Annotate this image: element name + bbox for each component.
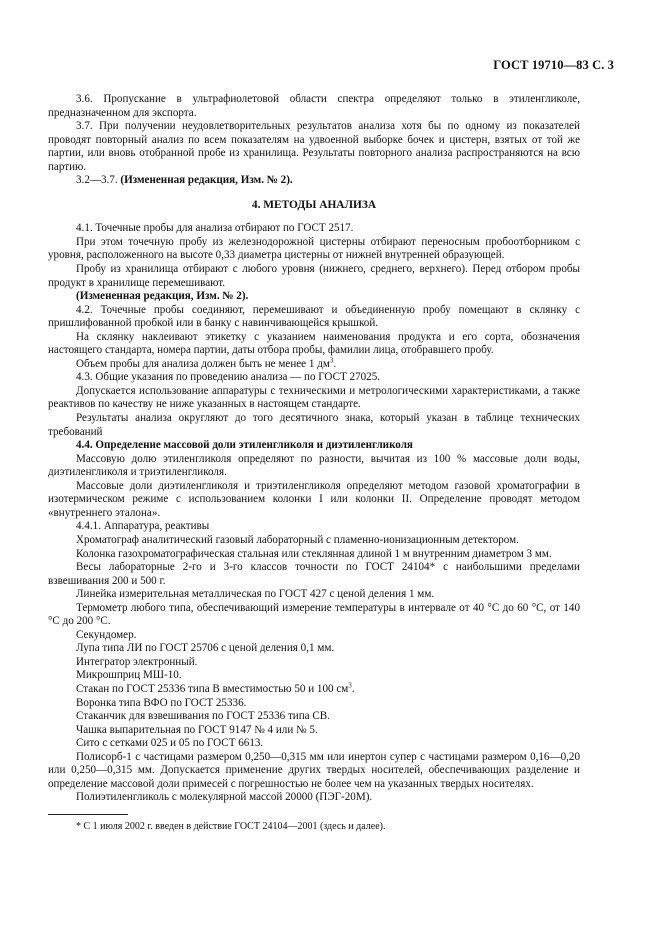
footnote-divider [48, 814, 128, 815]
item-thermometer: Термометр любого типа, обеспечивающий измерение температуры в интервале от 40 °С до 60 °С, от 140 °С до 200 °С. [48, 601, 580, 628]
paragraph-sample-volume [48, 358, 580, 372]
paragraph-rail-tank: При этом точечную пробу из железнодорожной цистерны отбирают переносным пробоотборником с уровня, расположенного на высоте 0,33 диаметра цистерны от нижней внутренней образующей. [48, 235, 580, 262]
paragraph-3-7: 3.7. При получении неудовлетворительных результатов анализа хотя бы по одному из показателей проводят повторный анализ по всем показателям на удвоенной выборке бочек и цистерн, взятых от той же партии, или вновь отобранной пробе из хранилища. Результаты повторного анализа распространяются на всю партию. [48, 120, 580, 173]
item-evaporating-dish: Чашка выпарительная по ГОСТ 9147 № 4 или № 5. [76, 723, 318, 736]
item-chromatograph: Хроматограф аналитический газовый лабораторный с пламенно-ионизационным детектором. [76, 533, 519, 546]
paragraph-gc-method: Массовые доли диэтиленгликоля и триэтиленгликоля определяют методом газовой хроматографии в изотермическом режиме с использованием колонки I или колонки II. Определение проводят методом «внутреннего эталона». [48, 479, 580, 519]
paragraph-mass-fraction: Массовую долю этиленгликоля определяют по разности, вычитая из 100 % массовые доли воды, диэтиленгликоля и триэтиленгликоля. [48, 452, 580, 479]
item-integrator: Интегратор электронный. [76, 655, 198, 668]
amendment-note-4-1: (Измененная редакция, Изм. № 2). [76, 290, 249, 303]
paragraph-4-3: 4.3. Общие указания по проведению анализа — по ГОСТ 27025. [76, 371, 381, 384]
item-funnel: Воронка типа ВФО по ГОСТ 25336. [76, 696, 247, 709]
sample-volume-end: . [333, 357, 337, 370]
amendment-note-3-2-3-7 [48, 174, 580, 188]
beaker-sup: 3 [348, 681, 352, 690]
item-ruler: Линейка измерительная металлическая по ГОСТ 427 с ценой деления 1 мм. [76, 588, 435, 601]
subsection-4-4-heading: 4.4. Определение массовой доли этиленгликоля и диэтиленгликоля [76, 439, 413, 452]
beaker-text: Стакан по ГОСТ 25336 типа В вместимостью 50 и 100 см [76, 682, 349, 695]
paragraph-4-2: 4.2. Точечные пробы соединяют, перемешивают и объединенную пробу помещают в склянку с пришлифованной пробкой или в банку с навинчивающейся крышкой. [48, 303, 580, 330]
paragraph-equipment-allowed: Допускается использование аппаратуры с техническими и метрологическими характеристиками, а также реактивов по качеству не ниже указанных в настоящем стандарте. [48, 384, 580, 411]
amendment-ref: 3.2—3.7. [76, 174, 121, 187]
item-column: Колонка газохроматографическая стальная или стеклянная длиной 1 м внутренним диаметром 3 мм. [76, 547, 552, 560]
running-header: ГОСТ 19710—83 С. 3 [493, 58, 614, 72]
beaker-end: . [351, 682, 355, 695]
amendment-label: (Измененная редакция, Изм. № 2). [120, 174, 293, 187]
sample-volume-text: Объем пробы для анализа должен быть не менее 1 дм [76, 357, 330, 370]
item-weighing-cup: Стаканчик для взвешивания по ГОСТ 25336 типа СВ. [76, 710, 330, 723]
sample-volume-sup: 3 [329, 356, 334, 365]
item-magnifier: Лупа типа ЛИ по ГОСТ 25706 с ценой деления 0,1 мм. [76, 642, 335, 655]
paragraph-label: На склянку наклеивают этикетку с указанием наименования продукта и его сорта, обозначения настоящего стандарта, номера партии, даты отбора пробы, фамилии лица, отобравшего пробу. [48, 330, 580, 357]
paragraph-4-4-1: 4.4.1. Аппаратура, реактивы [76, 520, 210, 533]
section-heading: 4. МЕТОДЫ АНАЛИЗА [251, 198, 377, 211]
item-peg: Полиэтиленгликоль с молекулярной массой 20000 (ПЭГ-20М). [76, 791, 373, 804]
footnote: * С 1 июля 2002 г. введен в действие ГОСТ 24104—2001 (здесь и далее). [76, 820, 386, 832]
item-microsyringe: Микрошприц МШ-10. [76, 669, 182, 682]
document-body [48, 93, 580, 833]
item-polysorb: Полисорб-1 с частицами размером 0,250—0,315 мм или инертон супер с частицами размером 0,16—0,20 или 0,250—0,315 мм. Допускается применение других твердых носителей, обеспечивающих разделение и определение массовой доли примесей с погрешностью не более чем на указанных твердых носителях. [48, 750, 580, 790]
item-beaker [48, 683, 580, 697]
paragraph-storage: Пробу из хранилища отбирают с любого уровня (нижнего, среднего, верхнего). Перед отбором пробы продукт в хранилище перемешивают. [48, 263, 580, 289]
paragraph-rounding: Результаты анализа округляют до того десятичного знака, который указан в таблице технических требований [48, 412, 580, 438]
item-sieve: Сито с сетками 025 и 05 по ГОСТ 6613. [76, 737, 264, 750]
paragraph-4-1: 4.1. Точечные пробы для анализа отбирают по ГОСТ 2517. [76, 222, 354, 235]
item-stopwatch: Секундомер. [76, 628, 137, 641]
paragraph-3-6: 3.6. Пропускание в ультрафиолетовой области спектра определяют только в этиленгликоле, предназначенном для экспорта. [48, 93, 580, 119]
item-scales: Весы лабораторные 2-го и 3-го классов точности по ГОСТ 24104* с наибольшими пределами взвешивания 200 и 500 г. [48, 561, 580, 587]
